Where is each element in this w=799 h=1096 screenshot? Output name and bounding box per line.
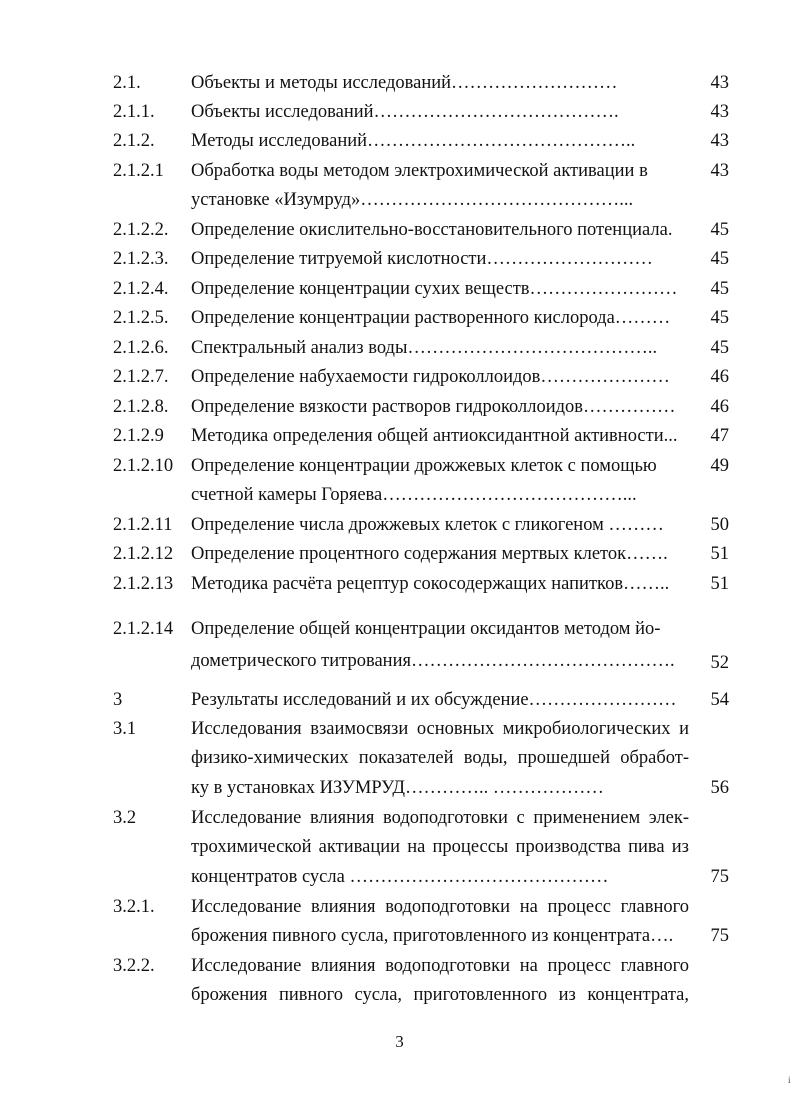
toc-title-continuation: физико-химических показателей воды, прошедшей обработ- — [191, 748, 689, 768]
toc-title: Исследования взаимосвязи основных микробиологических и — [191, 719, 689, 739]
toc-number: 3.2.2. — [113, 956, 155, 976]
toc-number: 3.2 — [113, 808, 137, 828]
toc-page: 46 — [710, 367, 729, 387]
toc-number: 2.1.2.6. — [113, 338, 169, 358]
toc-number: 2.1.2.9 — [113, 426, 164, 446]
toc-page: 54 — [710, 690, 729, 710]
toc-title-continuation: брожения пивного сусла, приготовленного из концентрата, — [191, 985, 689, 1005]
toc-page: 51 — [710, 544, 729, 564]
toc-number: 2.1.2.1 — [113, 161, 164, 181]
toc-title-continuation: счетной камеры Горяева…………………………………... — [191, 485, 637, 505]
toc-number: 3.2.1. — [113, 897, 155, 917]
toc-title-continuation: концентратов сусла …………………………………… — [191, 867, 609, 887]
toc-number: 2.1.2.8. — [113, 397, 169, 417]
toc-page: 49 — [710, 456, 729, 476]
toc-page: 45 — [710, 249, 729, 269]
toc-title: Определение окислительно-восстановительного потенциала. — [191, 220, 673, 240]
toc-title-continuation: установке «Изумруд»……………………………………... — [191, 190, 634, 210]
toc-page: 45 — [710, 308, 729, 328]
toc-title: Определение концентрации растворенного кислорода……… — [191, 308, 671, 328]
toc-title-continuation: трохимической активации на процессы производства пива из — [191, 837, 689, 857]
toc-number: 2.1.2.5. — [113, 308, 169, 328]
toc-title-continuation: ку в установках ИЗУМРУД………….. ……………… — [191, 778, 604, 798]
toc-title: Методика расчёта рецептур сокосодержащих напитков…….. — [191, 574, 670, 594]
toc-page: 43 — [710, 73, 729, 93]
toc-title: Методика определения общей антиоксидантной активности... — [191, 426, 678, 446]
toc-title: Определение концентрации дрожжевых клеток с помощью — [191, 456, 657, 476]
toc-title: Методы исследований…………………………………….. — [191, 131, 636, 151]
toc-title: Объекты и методы исследований……………………… — [191, 73, 618, 93]
toc-number: 2.1.2.13 — [113, 574, 174, 594]
toc-title: Исследование влияния водоподготовки на процесс главного — [191, 897, 689, 917]
toc-page: 75 — [710, 867, 729, 887]
toc-page: 45 — [710, 338, 729, 358]
toc-number: 2.1.2. — [113, 131, 155, 151]
toc-page: 45 — [710, 220, 729, 240]
toc-title: Определение процентного содержания мертвых клеток……. — [191, 544, 668, 564]
page-number: 3 — [395, 1032, 404, 1051]
toc-title: Обработка воды методом электрохимической активации в — [191, 161, 648, 181]
toc-number: 3 — [113, 690, 123, 710]
toc-title: Определение титруемой кислотности……………………… — [191, 249, 653, 269]
toc-page: 43 — [710, 102, 729, 122]
toc-page: 75 — [710, 926, 729, 946]
toc-title: Исследование влияния водоподготовки на процесс главного — [191, 956, 689, 976]
toc-number: 2.1. — [113, 73, 141, 93]
toc-number: 2.1.2.10 — [113, 456, 174, 476]
toc-title: Определение концентрации сухих веществ…………………… — [191, 279, 678, 299]
toc-page: 45 — [710, 279, 729, 299]
toc-page: 52 — [710, 653, 729, 673]
toc-page: 43 — [710, 131, 729, 151]
toc-title-continuation: брожения пивного сусла, приготовленного из концентрата…. — [191, 926, 674, 946]
toc-page: 56 — [710, 778, 729, 798]
toc-number: 2.1.1. — [113, 102, 155, 122]
toc-title: Объекты исследований…………………………………. — [191, 102, 619, 122]
toc-number: 2.1.2.3. — [113, 249, 169, 269]
toc-page: 46 — [710, 397, 729, 417]
toc-title: Определение набухаемости гидроколлоидов………………… — [191, 367, 670, 387]
toc-page: 47 — [710, 426, 729, 446]
toc-number: 2.1.2.12 — [113, 544, 174, 564]
toc-number: 2.1.2.11 — [113, 515, 173, 535]
toc-number: 2.1.2.4. — [113, 279, 169, 299]
toc-number: 3.1 — [113, 719, 137, 739]
toc-page: 43 — [710, 161, 729, 181]
toc-number: 2.1.2.7. — [113, 367, 169, 387]
toc-title: Определение вязкости растворов гидроколлоидов…………… — [191, 397, 676, 417]
scan-edge-mark: i — [788, 1075, 791, 1085]
toc-title: Определение общей концентрации оксидантов методом йо- — [191, 619, 661, 639]
toc-page: 51 — [710, 574, 729, 594]
toc-title: Результаты исследований и их обсуждение…………………… — [191, 690, 677, 710]
toc-number: 2.1.2.2. — [113, 220, 169, 240]
toc-page: 50 — [710, 515, 729, 535]
toc-title: Определение числа дрожжевых клеток с гликогеном ……… — [191, 515, 664, 535]
toc-title: Исследование влияния водоподготовки с применением элек- — [191, 808, 689, 828]
toc-title: Спектральный анализ воды………………………………….. — [191, 338, 658, 358]
toc-title-continuation: дометрического титрования……………………………………. — [191, 651, 675, 671]
toc-number: 2.1.2.14 — [113, 619, 174, 639]
